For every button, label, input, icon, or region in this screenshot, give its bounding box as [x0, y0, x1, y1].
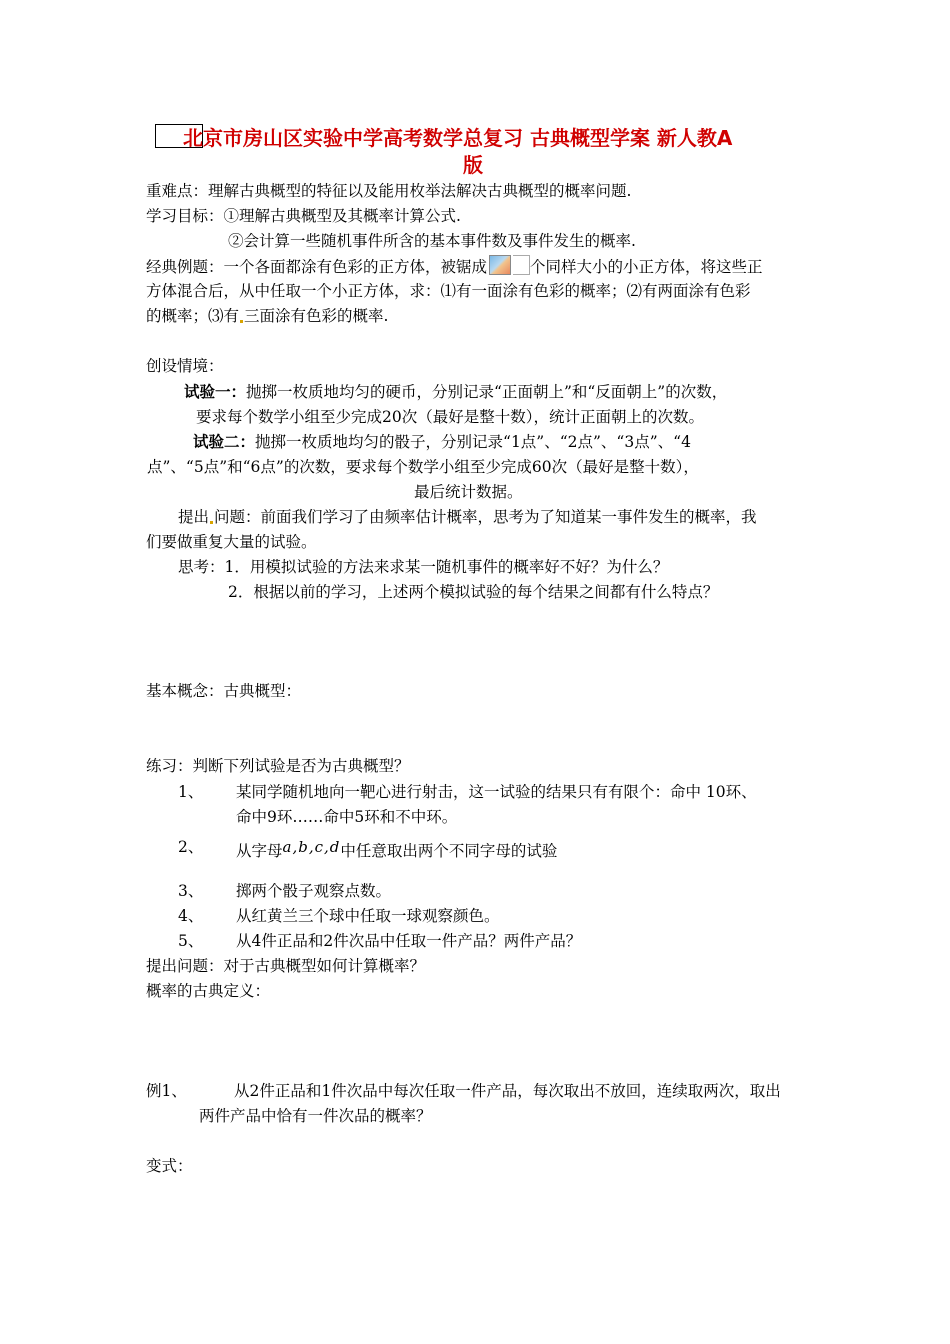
exercise-text-2a: 从字母	[236, 842, 283, 860]
question-b: 问题：前面我们学习了由频率估计概率，思考为了知道某一事件发生的概率，我	[214, 508, 757, 526]
example-line1-b: 个同样大小的小正方体，将这些正	[530, 258, 763, 276]
objectives-1: 学习目标：①理解古典概型及其概率计算公式.	[146, 207, 461, 225]
example-line1	[146, 255, 763, 278]
exp2-line1	[193, 431, 691, 453]
definition: 概率的古典定义：	[146, 982, 271, 1000]
exercise-heading: 练习：判断下列试验是否为古典概型？	[146, 757, 410, 775]
exp1-line1	[184, 381, 727, 403]
doc-title-line2: 版	[463, 153, 483, 177]
exercise-text-1: 某同学随机地向一靶心进行射击，这一试验的结果只有有限个：命中 10环、	[236, 783, 757, 801]
exp1-line2: 要求每个数学小组至少完成20次（最好是整十数），统计正面朝上的次数。	[196, 408, 704, 426]
example-line3-a: 的概率；⑶有	[146, 307, 240, 325]
example-line3-b: 三面涂有色彩的概率.	[244, 307, 389, 325]
exercise-text-1b: 命中9环……命中5环和不中环。	[236, 808, 458, 826]
think-2: 2．根据以前的学习，上述两个模拟试验的每个结果之间都有什么特点？	[228, 583, 719, 601]
marker-dot	[210, 521, 213, 524]
broken-image-icon	[489, 255, 511, 275]
question-line2: 们要做重复大量的试验。	[146, 533, 317, 551]
objectives-2: ②会计算一些随机事件所含的基本事件数及事件发生的概率.	[228, 232, 636, 250]
situation-heading: 创设情境：	[146, 357, 224, 375]
exp1-label: 试验一：	[184, 382, 247, 401]
exp2-label: 试验二：	[193, 432, 256, 451]
exercise-num-4: 4、	[178, 907, 204, 925]
exercise-num-2: 2、	[178, 838, 204, 856]
example-line2: 方体混合后，从中任取一个小正方体，求：⑴有一面涂有色彩的概率；⑵有两面涂有色彩	[146, 282, 751, 300]
think-1: 思考：1．用模拟试验的方法来求某一随机事件的概率好不好？为什么？	[178, 558, 669, 576]
exercise-text-4: 从红黄兰三个球中任取一球观察颜色。	[236, 907, 500, 925]
exercise-text-2b: 中任意取出两个不同字母的试验	[340, 842, 558, 860]
question2: 提出问题：对于古典概型如何计算概率？	[146, 957, 426, 975]
exp2-text: 抛掷一枚质地均匀的骰子，分别记录“1点”、“2点”、“3点”、“4	[255, 433, 691, 451]
question-a: 提出	[178, 508, 210, 526]
exercise-num-5: 5、	[178, 932, 204, 950]
letters-formula: a,b,c,d	[282, 838, 341, 856]
question-line1	[178, 506, 757, 528]
doc-title-line1: 北京市房山区实验中学高考数学总复习 古典概型学案 新人教A	[183, 126, 733, 150]
example-line3	[146, 305, 388, 327]
example-line1-a: 经典例题：一个各面都涂有色彩的正方体，被锯成	[146, 258, 488, 276]
marker-dot	[240, 320, 243, 323]
key-points: 重难点：理解古典概型的特征以及能用枚举法解决古典概型的概率问题.	[146, 182, 632, 200]
example1-label: 例1、	[146, 1082, 187, 1100]
example1-text: 从2件正品和1件次品中每次任取一件产品，每次取出不放回，连续取两次，取出	[234, 1082, 781, 1100]
exercise-text-2	[236, 836, 557, 862]
exercise-text-5: 从4件正品和2件次品中任取一件产品？两件产品？	[236, 932, 582, 950]
exp2-line3: 最后统计数据。	[414, 483, 523, 501]
exercise-num-3: 3、	[178, 882, 204, 900]
example1-text2: 两件产品中恰有一件次品的概率？	[199, 1107, 432, 1125]
formula-blank	[513, 255, 530, 275]
exercise-num-1: 1、	[178, 783, 204, 801]
exp2-line2: 点”、“5点”和“6点”的次数，要求每个数学小组至少完成60次（最好是整十数），	[147, 458, 699, 476]
variation: 变式：	[146, 1157, 193, 1175]
concept: 基本概念：古典概型：	[146, 682, 302, 700]
exercise-text-3: 掷两个骰子观察点数。	[236, 882, 392, 900]
exp1-text: 抛掷一枚质地均匀的硬币，分别记录“正面朝上”和“反面朝上”的次数，	[246, 383, 728, 401]
